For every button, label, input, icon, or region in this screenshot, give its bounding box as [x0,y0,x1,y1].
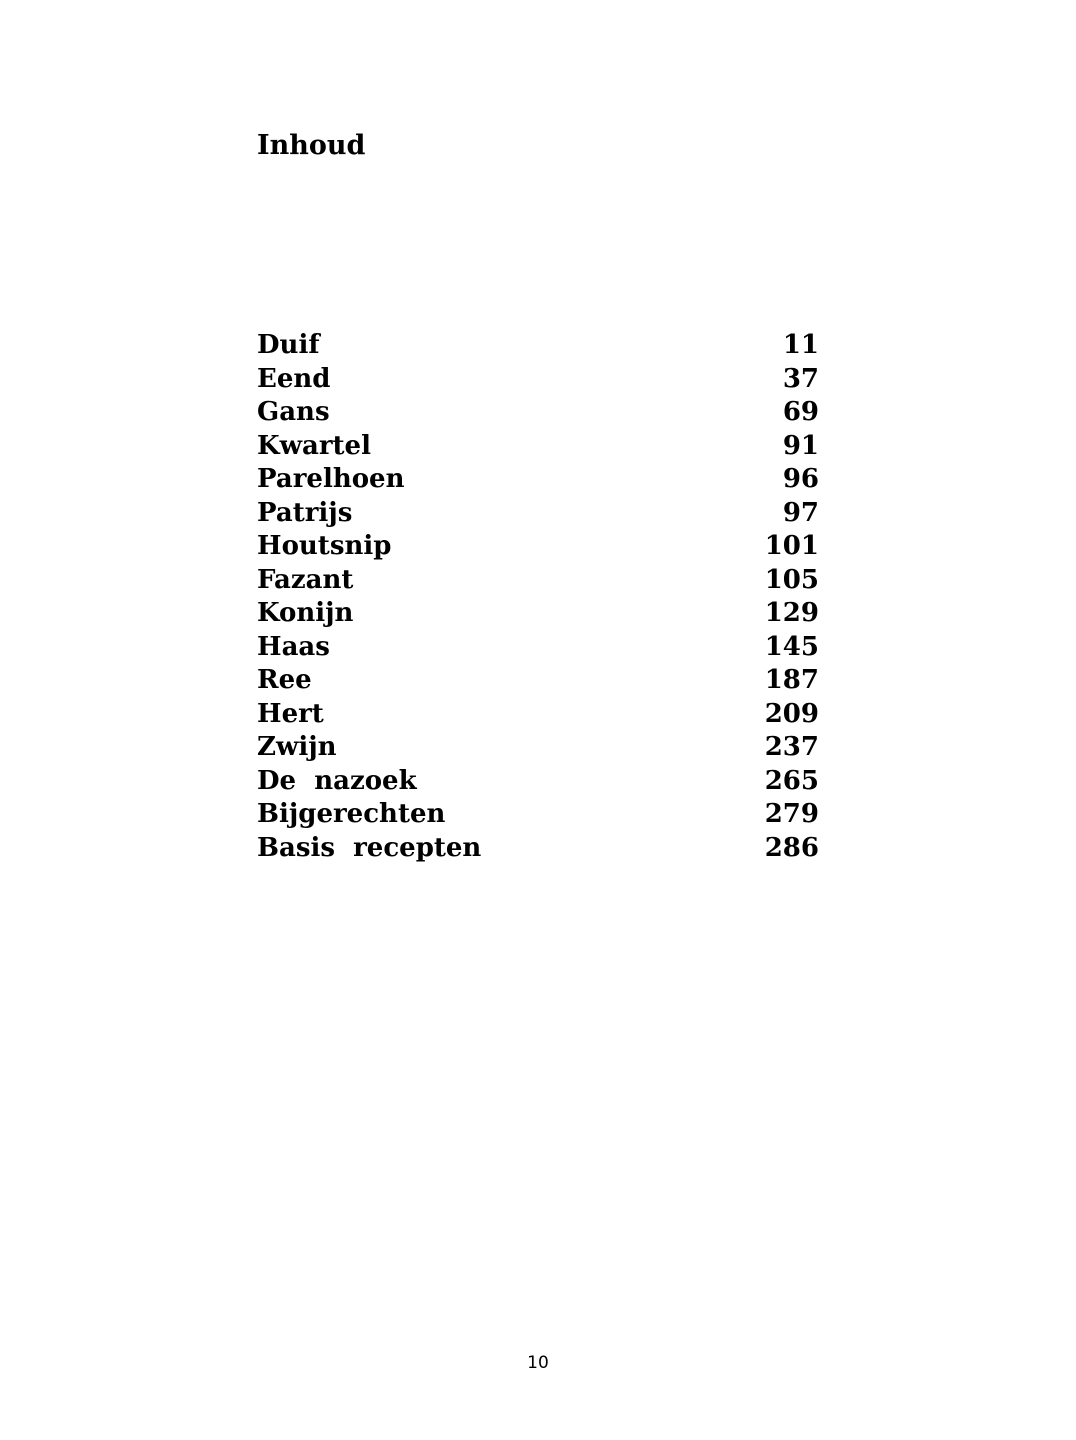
page-number: 10 [527,1353,549,1373]
toc-entry-page: 265 [764,765,819,796]
toc-entry [257,664,819,698]
toc-entry [257,698,819,732]
toc-entry-label: Haas [257,631,330,662]
toc-entry-page: 37 [782,363,819,394]
toc-entry-page: 237 [764,732,819,762]
toc-entry-label: De nazoek [257,765,417,796]
toc-entry-label: Konijn [257,598,354,628]
toc-entry [257,631,819,665]
toc-entry-label: Bijgerechten [257,799,446,829]
toc-entry [257,396,819,430]
toc-entry [257,530,819,564]
toc-entry [257,363,819,397]
toc-entry [257,430,819,464]
toc-entry-label: Kwartel [257,430,371,461]
toc-entry-label: Hert [257,698,324,729]
toc-entry-page: 279 [764,799,819,829]
toc-entry-page: 286 [764,832,819,863]
toc-entry-page: 187 [764,665,819,695]
toc-entry [257,564,819,598]
toc-entry-label: Parelhoen [257,464,405,494]
toc-entry-page: 209 [764,698,819,729]
toc-entry [257,597,819,631]
toc-entry [257,463,819,497]
toc-entry-label: Eend [257,363,331,394]
toc-entry-page: 97 [782,497,819,528]
toc-entry-page: 96 [782,464,819,494]
toc-list [257,329,819,865]
toc-entry-label: Houtsnip [257,531,392,561]
toc-entry-page: 145 [764,631,819,662]
toc-entry-label: Gans [257,397,330,427]
toc-entry-page: 101 [764,531,819,561]
toc-entry-label: Ree [257,665,312,695]
toc-entry-label: Basis recepten [257,832,482,863]
toc-entry [257,765,819,799]
toc-entry [257,497,819,531]
toc-entry-page: 105 [764,564,819,595]
toc-entry-page: 129 [764,598,819,628]
toc-entry [257,329,819,363]
toc-entry [257,832,819,866]
toc-entry-page: 11 [782,330,819,360]
toc-entry-label: Duif [257,330,320,360]
toc-entry-label: Zwijn [257,732,337,762]
toc-entry-label: Patrijs [257,497,353,528]
toc-entry-page: 91 [782,430,819,461]
toc-entry-page: 69 [782,397,819,427]
toc-entry [257,798,819,832]
toc-entry-label: Fazant [257,564,354,595]
toc-entry [257,731,819,765]
toc-title: Inhoud [257,130,366,161]
